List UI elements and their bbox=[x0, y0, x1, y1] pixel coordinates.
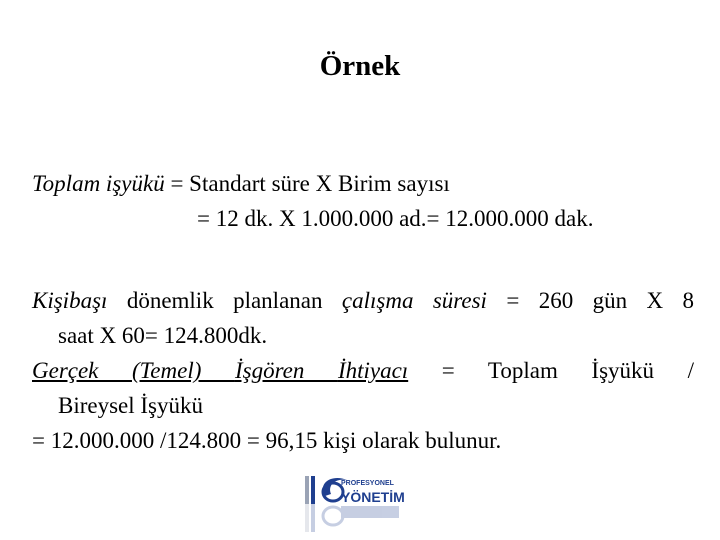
req-word-4: İhtiyacı bbox=[337, 358, 409, 383]
logo-graphic bbox=[303, 472, 437, 534]
per-capita-text: dönemlik planlanan bbox=[107, 288, 342, 313]
slide-title: Örnek bbox=[319, 50, 401, 82]
logo-main-text: YÖNETİM bbox=[341, 489, 405, 505]
workload-label: Toplam işyükü bbox=[32, 171, 165, 196]
req-slash: / bbox=[687, 358, 695, 383]
work-time-label: çalışma süresi bbox=[341, 288, 487, 313]
req-word-2: (Temel) bbox=[131, 358, 235, 383]
workload-calc: = 12 dk. X 1.000.000 ad.= 12.000.000 dak. bbox=[197, 206, 594, 231]
result-line: = 12.000.000 /124.800 = 96,15 kişi olarak bulunur. bbox=[32, 428, 502, 453]
requirement-line bbox=[32, 353, 694, 388]
per-capita-line-2: saat X 60= 124.800dk. bbox=[58, 323, 268, 348]
requirement-block bbox=[32, 283, 694, 458]
req-word-6: Toplam bbox=[487, 358, 558, 383]
per-capita-label: Kişibaşı bbox=[32, 288, 108, 313]
req-word-7: İşyükü bbox=[591, 358, 655, 383]
req-word-3: İşgören bbox=[234, 358, 338, 383]
req-equals: = bbox=[441, 358, 455, 383]
profesyonel-yonetim-logo bbox=[303, 472, 437, 534]
workload-formula: = Standart süre X Birim sayısı bbox=[164, 171, 450, 196]
req-word-1: Gerçek bbox=[32, 358, 132, 383]
per-capita-line bbox=[32, 283, 694, 318]
logo-top-text: PROFESYONEL bbox=[341, 480, 394, 487]
workload-line bbox=[32, 166, 692, 201]
per-capita-value: = 260 gün X 8 bbox=[486, 288, 694, 313]
workload-block bbox=[32, 166, 692, 236]
requirement-line-2: Bireysel İşyükü bbox=[58, 393, 204, 418]
